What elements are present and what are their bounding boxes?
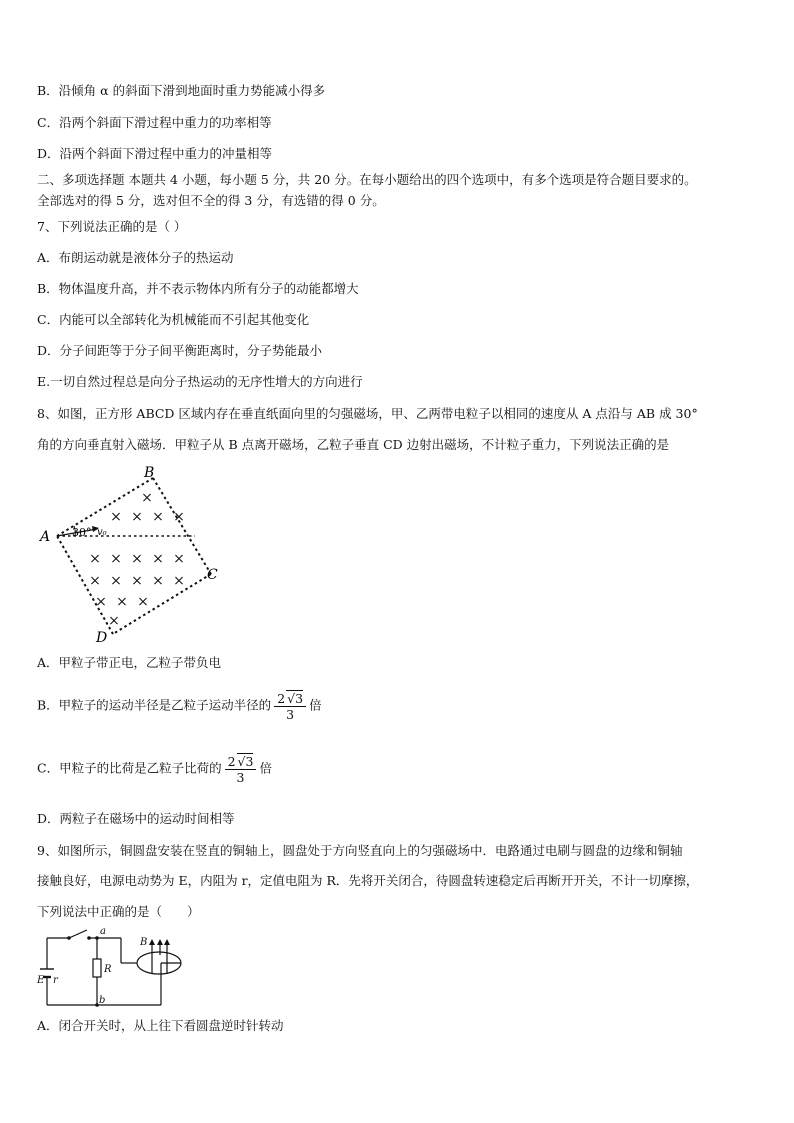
field-mark: × [152, 573, 164, 589]
label-e: E [37, 975, 45, 986]
switch-blade [69, 930, 87, 938]
field-mark: × [141, 490, 153, 506]
sqrt-symbol: √3 [237, 754, 254, 769]
q8-magnetic-field-figure [35, 462, 225, 647]
fraction-radicand: 3 [295, 691, 304, 706]
field-mark: × [131, 573, 143, 589]
q8-option-c-text: C．甲粒子的比荷是乙粒子比荷的 [37, 760, 222, 776]
q9-circuit-figure [35, 925, 195, 1010]
q9-option-a: A．闭合开关时，从上往下看圆盘逆时针转动 [37, 1018, 284, 1033]
fraction-radicand: 3 [245, 754, 254, 769]
fraction-denominator: 3 [286, 707, 295, 722]
q7-option-b: B．物体温度升高，并不表示物体内所有分子的动能都增大 [37, 281, 359, 296]
field-mark: × [152, 509, 164, 525]
angle-label: 30° [72, 526, 92, 539]
field-arrowhead [149, 939, 155, 945]
field-mark: × [110, 573, 122, 589]
q6-option-b: B．沿倾角 α 的斜面下滑到地面时重力势能减小得多 [37, 83, 326, 98]
q7-option-e: E.一切自然过程总是向分子热运动的无序性增大的方向进行 [37, 374, 363, 389]
q8-option-c [37, 753, 272, 785]
q7-stem: 7、下列说法正确的是（ ） [37, 219, 187, 234]
label-a: A [40, 529, 51, 545]
q9-stem-line-1: 9、如图所示，铜圆盘安装在竖直的铜轴上，圆盘处于方向竖直向上的匀强磁场中．电路通过电刷与圆盘的边缘和铜轴 [37, 843, 683, 858]
field-mark: × [110, 509, 122, 525]
fraction-coefficient: 2 [277, 691, 286, 706]
fraction-two-root-three-over-three [225, 753, 257, 785]
field-mark: × [116, 594, 128, 610]
q7-option-c: C．内能可以全部转化为机械能而不引起其他变化 [37, 312, 310, 327]
field-mark: × [131, 551, 143, 567]
q7-option-d: D．分子间距等于分子间平衡距离时，分子势能最小 [37, 343, 323, 358]
q8-option-c-suffix: 倍 [259, 760, 272, 776]
field-mark: × [173, 551, 185, 567]
label-field-b: B [140, 937, 148, 948]
sqrt-symbol: √3 [287, 691, 304, 706]
velocity-label: v₀ [97, 527, 107, 538]
field-arrowhead [157, 939, 163, 945]
q8-option-b-text: B．甲粒子的运动半径是乙粒子运动半径的 [37, 697, 272, 713]
field-mark: × [89, 551, 101, 567]
q6-option-d: D．沿两个斜面下滑过程中重力的冲量相等 [37, 146, 273, 161]
section-2-scoring: 全部选对的得 5 分，选对但不全的得 3 分，有选错的得 0 分。 [37, 193, 385, 208]
field-mark: × [89, 573, 101, 589]
fraction-two-root-three-over-three [274, 690, 306, 722]
q8-stem-line-2: 角的方向垂直射入磁场．甲粒子从 B 点离开磁场，乙粒子垂直 CD 边射出磁场，不计粒子重力，下列说法正确的是 [37, 437, 670, 452]
resistor-r [93, 959, 101, 977]
label-c: C [207, 567, 218, 583]
label-node-b: b [99, 995, 106, 1006]
label-r: r [53, 975, 58, 986]
edge-da [57, 536, 113, 634]
field-mark: × [110, 551, 122, 567]
fraction-coefficient: 2 [227, 754, 236, 769]
field-mark: × [152, 551, 164, 567]
q8-option-d: D．两粒子在磁场中的运动时间相等 [37, 811, 235, 826]
junction-dot [95, 936, 99, 940]
q8-option-b [37, 690, 322, 722]
q9-stem-line-3: 下列说法中正确的是（ ） [37, 904, 200, 919]
q8-stem-line-1: 8、如图，正方形 ABCD 区域内存在垂直纸面向里的匀强磁场，甲、乙两带电粒子以相同的速度从 A 点沿与 AB 成 30° [37, 406, 698, 421]
field-mark: × [108, 613, 120, 629]
label-b: B [144, 465, 155, 481]
label-resistor: R [104, 964, 112, 975]
field-mark: × [95, 594, 107, 610]
label-node-a: a [100, 926, 106, 937]
switch-contact [87, 936, 91, 940]
field-arrowhead [164, 939, 170, 945]
field-mark: × [131, 509, 143, 525]
section-2-heading: 二、多项选择题 本题共 4 小题，每小题 5 分，共 20 分。在每小题给出的四个选项中，有多个选项是符合题目要求的。 [37, 172, 697, 187]
q7-option-a: A．布朗运动就是液体分子的热运动 [37, 250, 234, 265]
q8-option-a: A．甲粒子带正电，乙粒子带负电 [37, 655, 222, 670]
field-mark: × [173, 573, 185, 589]
field-mark: × [137, 594, 149, 610]
field-mark: × [173, 509, 185, 525]
label-d: D [96, 630, 108, 646]
q6-option-c: C．沿两个斜面下滑过程中重力的功率相等 [37, 115, 272, 130]
switch-contact [67, 936, 71, 940]
q9-stem-line-2: 接触良好，电源电动势为 E，内阻为 r，定值电阻为 R．先将开关闭合，待圆盘转速稳定后再断开开关，不计一切摩擦， [37, 873, 699, 888]
fraction-denominator: 3 [236, 770, 245, 785]
q8-option-b-suffix: 倍 [309, 697, 322, 713]
